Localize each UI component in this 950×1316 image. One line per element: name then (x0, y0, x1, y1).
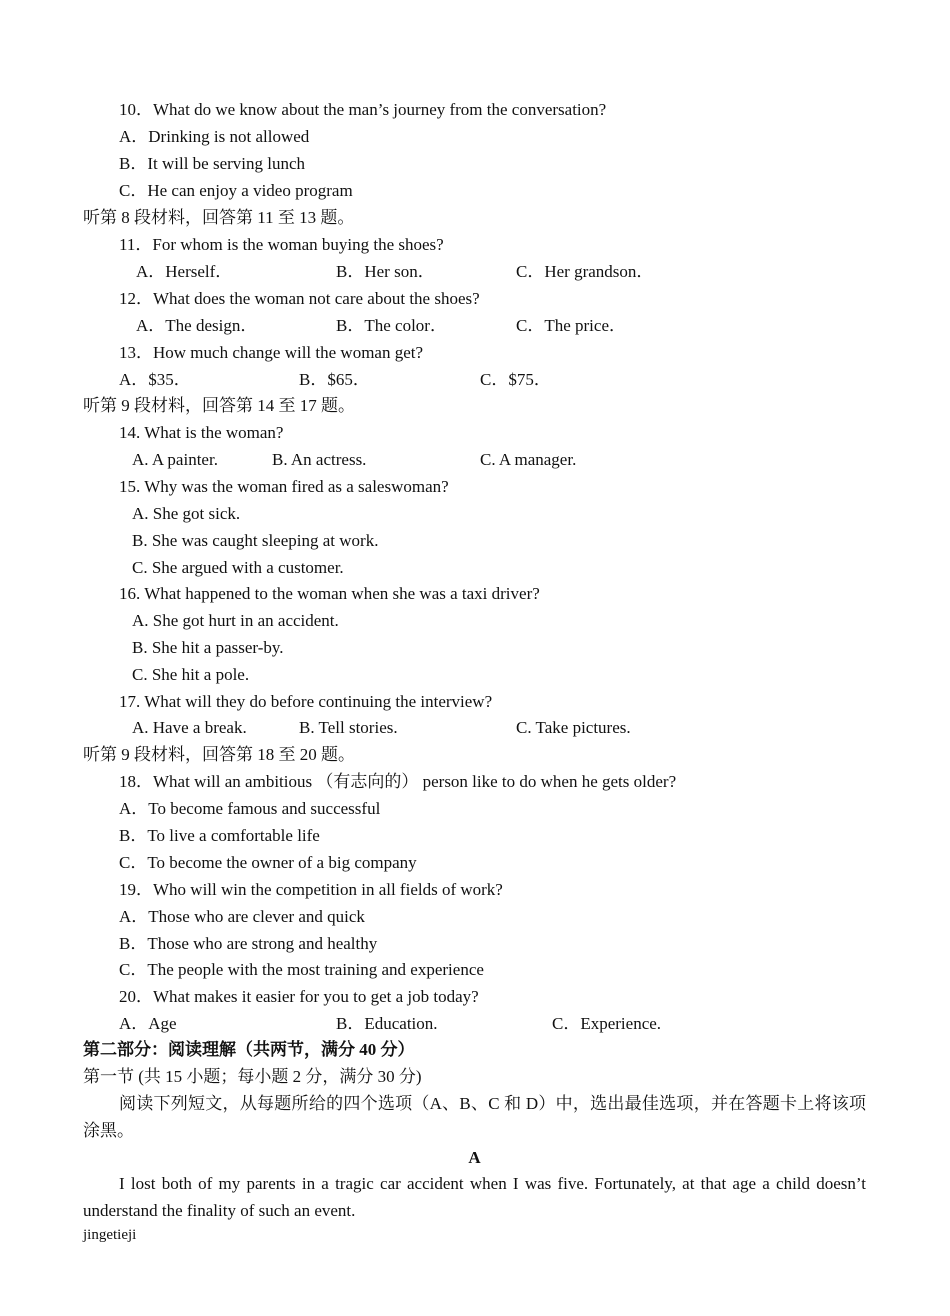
question-10: 10．What do we know about the man’s journey from the conversation? (119, 100, 607, 119)
q13-option-c: C．$75． (480, 370, 551, 389)
question-13: 13．How much change will the woman get? (119, 343, 424, 362)
q11-option-a: A．Herself． (136, 262, 233, 281)
question-14: 14. What is the woman? (119, 423, 284, 442)
section-1-heading: 第一节 (共 15 小题；每小题 2 分，满分 30 分) (83, 1067, 422, 1086)
q15-option-b: B. She was caught sleeping at work. (132, 531, 379, 550)
q16-option-c: C. She hit a pole. (132, 665, 250, 684)
q14-option-a: A. A painter. (132, 450, 218, 469)
q18-option-b: B．To live a comfortable life (119, 826, 320, 845)
q15-option-c: C. She argued with a customer. (132, 558, 344, 577)
q10-option-a: A．Drinking is not allowed (119, 127, 310, 146)
q10-option-b: B．It will be serving lunch (119, 154, 306, 173)
q13-option-a: A．$35． (119, 370, 191, 389)
question-16: 16. What happened to the woman when she was a taxi driver? (119, 584, 540, 603)
q17-option-c: C. Take pictures. (516, 718, 631, 737)
section-9b-heading: 听第 9 段材料，回答第 18 至 20 题。 (83, 745, 355, 764)
q12-option-b: B．The color． (336, 316, 447, 335)
q19-option-b: B．Those who are strong and healthy (119, 934, 378, 953)
q11-option-b: B．Her son． (336, 262, 435, 281)
question-11: 11．For whom is the woman buying the shoes? (119, 235, 444, 254)
q19-option-c: C．The people with the most training and experience (119, 960, 484, 979)
q17-option-a: A. Have a break. (132, 718, 247, 737)
q20-option-b: B．Education. (336, 1014, 438, 1033)
q18-option-c: C．To become the owner of a big company (119, 853, 417, 872)
question-17: 17. What will they do before continuing the interview? (119, 692, 493, 711)
q15-option-a: A. She got sick. (132, 504, 241, 523)
question-12: 12．What does the woman not care about the shoes? (119, 289, 480, 308)
part-2-heading: 第二部分：阅读理解（共两节，满分 40 分） (83, 1040, 415, 1059)
q20-option-a: A．Age (119, 1014, 177, 1033)
q14-option-b: B. An actress. (272, 450, 367, 469)
passage-title: A (468, 1148, 481, 1167)
section-9a-heading: 听第 9 段材料，回答第 14 至 17 题。 (83, 396, 355, 415)
question-18: 18．What will an ambitious （有志向的） person like to do when he gets older? (119, 772, 677, 791)
q19-option-a: A．Those who are clever and quick (119, 907, 365, 926)
question-15: 15. Why was the woman fired as a saleswoman? (119, 477, 449, 496)
q18-option-a: A．To become famous and successful (119, 799, 381, 818)
question-20: 20．What makes it easier for you to get a job today? (119, 987, 479, 1006)
q12-option-c: C．The price． (516, 316, 626, 335)
q16-option-b: B. She hit a passer-by. (132, 638, 284, 657)
q20-option-c: C．Experience. (552, 1014, 662, 1033)
footer-text: jingetieji (83, 1227, 137, 1243)
q14-option-c: C. A manager. (480, 450, 577, 469)
q10-option-c: C．He can enjoy a video program (119, 181, 353, 200)
section-8-heading: 听第 8 段材料，回答第 11 至 13 题。 (83, 208, 355, 227)
q13-option-b: B．$65． (299, 370, 370, 389)
reading-instructions: 阅读下列短文，从每题所给的四个选项（A、B、C 和 D）中，选出最佳选项，并在答题卡上将该项涂黑。 (83, 1094, 866, 1140)
q12-option-a: A．The design． (136, 316, 258, 335)
question-19: 19．Who will win the competition in all fields of work? (119, 880, 503, 899)
passage-paragraph: I lost both of my parents in a tragic car accident when I was five. Fortunately, at that age a child doesn’t understand the finality of such an event. (83, 1174, 866, 1220)
q17-option-b: B. Tell stories. (299, 718, 398, 737)
q11-option-c: C．Her grandson． (516, 262, 654, 281)
q16-option-a: A. She got hurt in an accident. (132, 611, 339, 630)
